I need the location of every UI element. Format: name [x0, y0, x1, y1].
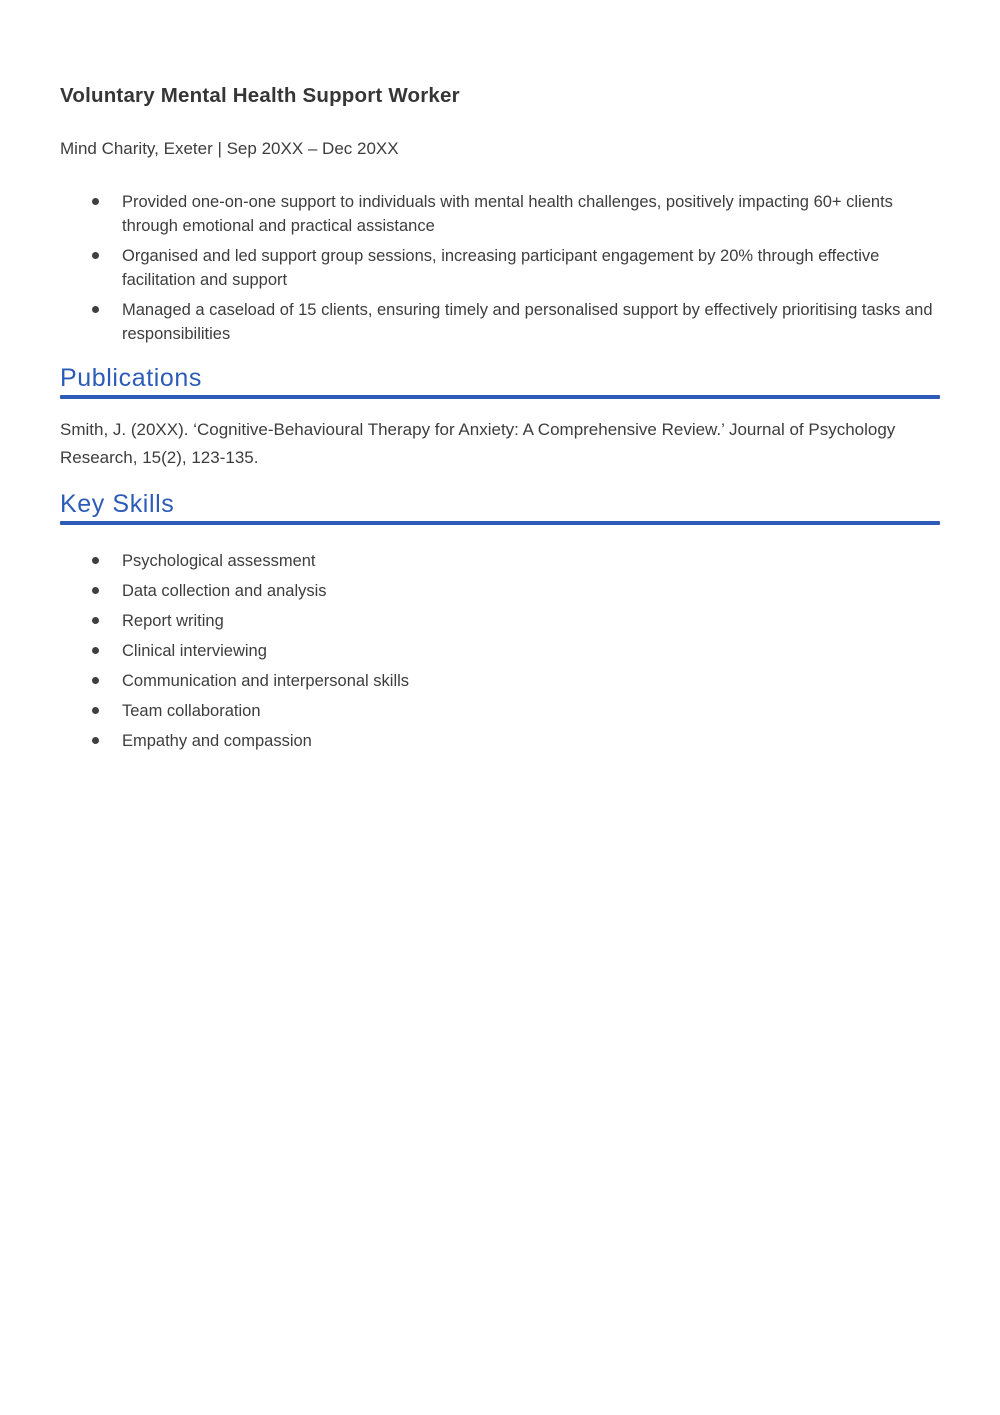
bullet-dot-icon [92, 252, 99, 259]
bullet-dot-icon [92, 306, 99, 313]
skill-item-text: Team collaboration [122, 702, 261, 720]
experience-bullet-text: Managed a caseload of 15 clients, ensuring timely and personalised support by effectively prioritising tasks and responsibilities [122, 301, 933, 343]
publications-heading: Publications [60, 364, 203, 392]
experience-bullet [92, 244, 940, 292]
skill-item [92, 581, 940, 601]
job-meta: Mind Charity, Exeter | Sep 20XX – Dec 20XX [60, 139, 399, 158]
experience-bullet-text: Organised and led support group sessions, increasing participant engagement by 20% through effective facilitation and support [122, 247, 880, 289]
skill-item-text: Communication and interpersonal skills [122, 672, 410, 690]
skill-item [92, 641, 940, 661]
bullet-dot-icon [92, 198, 99, 205]
skill-item-text: Empathy and compassion [122, 732, 312, 750]
skill-item-text: Clinical interviewing [122, 642, 267, 660]
key-skills-section [60, 490, 940, 751]
skill-item-text: Data collection and analysis [122, 582, 327, 600]
bullet-dot-icon [92, 617, 99, 624]
skill-item [92, 551, 940, 571]
skill-item-text: Report writing [122, 612, 224, 630]
bullet-dot-icon [92, 677, 99, 684]
job-title: Voluntary Mental Health Support Worker [60, 84, 460, 107]
experience-bullet [92, 298, 940, 346]
publications-divider [60, 395, 940, 399]
experience-entry [60, 82, 940, 346]
bullet-dot-icon [92, 737, 99, 744]
key-skills-divider [60, 521, 940, 525]
skills-list [60, 551, 940, 751]
publications-section [60, 364, 940, 472]
publication-entry: Smith, J. (20XX). ‘Cognitive-Behavioural Therapy for Anxiety: A Comprehensive Review.’ Journal of Psychology Research, 15(2), 123-135. [60, 420, 896, 467]
key-skills-heading: Key Skills [60, 490, 175, 518]
skill-item [92, 701, 940, 721]
skill-item-text: Psychological assessment [122, 552, 316, 570]
experience-bullet-list [60, 190, 940, 346]
bullet-dot-icon [92, 707, 99, 714]
bullet-dot-icon [92, 587, 99, 594]
skill-item [92, 731, 940, 751]
skill-item [92, 611, 940, 631]
experience-bullet-text: Provided one-on-one support to individuals with mental health challenges, positively impacting 60+ clients through emotional and practical assistance [122, 193, 893, 235]
bullet-dot-icon [92, 647, 99, 654]
skill-item [92, 671, 940, 691]
bullet-dot-icon [92, 557, 99, 564]
experience-bullet [92, 190, 940, 238]
